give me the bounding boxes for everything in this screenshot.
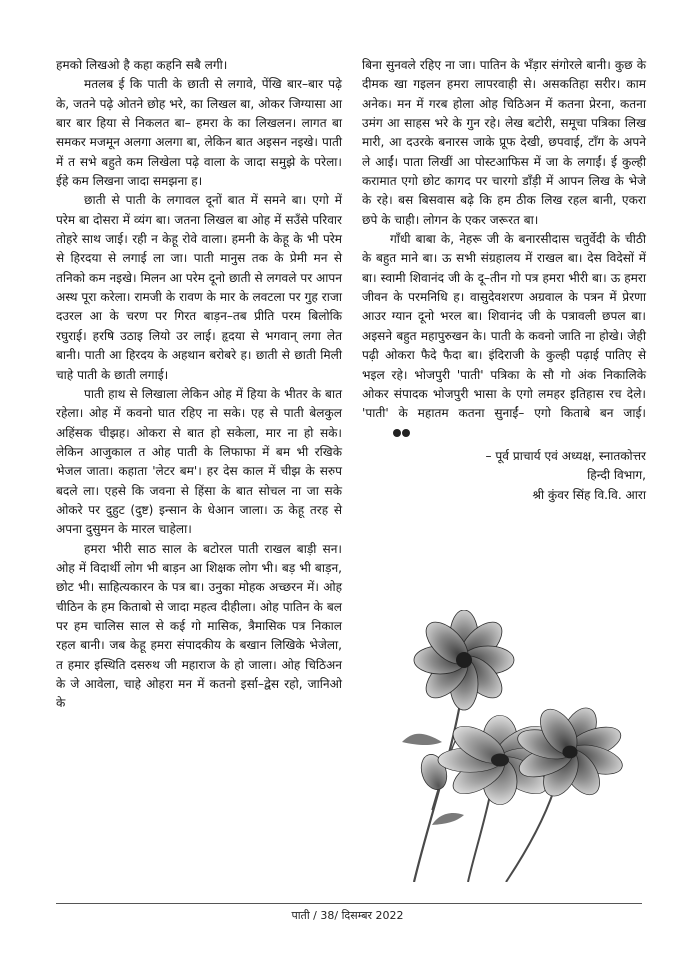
paragraph-3: छाती से पाती के लगावल दूनों बात में समने बा। एगो में परेम बा दोसरा में व्यंग बा। जतना लिखल बा ओह में सउँसे परिवार तोहरे साथ जाई। रही न केहू रोवे वाला। हमनी के केहू के भी परेम से हिरदया से लगाई ला जा। पाती मानुस तक के प्रेमी मन से तनिको कम नइखे। मिलन आ परेम दूनो छाती से लगवले पर आपन अस्थ पूरा करेला। रामजी के रावण के मार के लवटला पर गुह राजा दउरल आ के चरण पर गिरत बाड़न–तब प्रीति परम बिलोकि रघुराई। हरषि उठाइ लियो उर लाई। हृदया से भगवान् लगा लेत बानी। पाती आ हिरदय के अहथान बरोबरे ह। छाती से छाती मिली चाहे पाती के छाती लगाई।: [56, 193, 342, 382]
page-footer: पाती / 38/ दिसम्बर 2022: [291, 909, 404, 922]
signature-line-1: – पूर्व प्राचार्य एवं अध्यक्ष, स्नातकोत्तर: [485, 449, 646, 464]
paragraph-2: मतलब ई कि पाती के छाती से लगावे, पेंखि बार–बार पढ़े के, जतने पढ़े ओतने छोह भरे, का लिखल बा, ओकर जिग्यासा आ बार बार हिया से निकलत बा– हमरा के का लिखलन। लागत बा समकर मजमून अलगा अलगा बा, लेकिन बात अइसन नइखे। पाती में त सभे बहुते कम लिखेला पढ़े वाला के जादा समुझे के परेला। ईहे कम लिखना जादा समझना ह।: [56, 77, 342, 189]
left-column: [56, 56, 342, 714]
end-mark-icon: [365, 424, 411, 443]
signature-line-2: हिन्दी विभाग,: [587, 468, 646, 483]
paragraph-5: हमरा भीरी साठ साल के बटोरल पाती राखल बाड़ी सन। ओह में विदार्थी लोग भी बाड़न आ शिक्षक लोग भी। बड़ भी बाड़न, छोट भी। साहित्यकारन के पत्र बा। उनुका मोहक अच्छरन में। ओह चीठिन के हम किताबो से जादा महत्व दीहीला। ओह पातिन के बल पर हम चालिस साल से कई गो मासिक, त्रैमासिक पत्र निकाल रहल बानी। जब केहू हमरा संपादकीय के बखान लिखिके भेजेला, त हमार इस्थिति दसरुथ जी महाराज के हो जाला। ओह चिठिअन के जे आवेला, चाहे ओहरा मन में कतनो इर्सा–द्वेस रहो, जानिओ के: [56, 541, 342, 711]
right-column: [362, 56, 646, 505]
paragraph-7: [362, 230, 646, 443]
paragraph-4: पाती हाथ से लिखाला लेकिन ओह में हिया के भीतर के बात रहेला। ओह में कवनो घात रहिए ना सके। एह से पाती बेलकुल अहिंसक चीझह। ओकरा से बात हो सकेला, मार ना हो सके। लेकिन आजुकाल त ओह पाती के लिफाफा में बम भी रखिके भेजल जाता। कहाता 'लेटर बम'। हर देस काल में चीझ के सरुप बदले ला। एहसे कि जवना से हिंसा के बात सोचल ना जा सके ओकरे पर दुहुट (दुष्ट) इन्सान के धेआन जाला। ऊ केहू तरह से अपना दुसुमन के मारल चाहेला।: [56, 386, 342, 537]
paragraph-6: बिना सुनवले रहिए ना जा। पातिन के भँड़ार संगोरले बानी। कुछ के दीमक खा गइलन हमरा लापरवाही से। असकतिहा सरीर। काम अनेक। मन में गरब होला ओह चिठिअन में कतना प्रेरना, कतना उमंग आ साहस भरे के गुन रहे। लेख बटोरी, समूचा पत्रिका लिख मारी, आ दउरके बनारस जाके प्रूफ देखी, छपवाई, टाँग के अपने ले आईं। पाता लिखीं आ पोस्टआफिस में जा के लगाईं। ई कुल्ही करामात एगो छोट कागद पर चारगो डाँड़ी में आपन लिख के भेजे के रहे। बस बिसवास बढ़े कि हम ठीक लिख रहल बानी, एकरा छपे के चाही। लोगन के एकर जरूरत बा।: [362, 58, 646, 227]
flower-illustration: [372, 610, 642, 882]
paragraph-7-text: गाँधी बाबा के, नेहरू जी के बनारसीदास चतुर्वेदी के चीठी के बहुत माने बा। ऊ सभी संग्रहालय में राखल बा। देस विदेसों में बा। स्वामी शिवानंद जी के दू–तीन गो पत्र हमरा भीरी बा। ऊ हमरा जीवन के परमनिधि ह। वासुदेवशरण अग्रवाल के पत्रन में प्रेरणा आउर ग्यान दूनो भरल बा। शिवानंद जी के पत्रावली छपल बा। अइसने बहुत महापुरुखन के। पाती के कवनो जाति ना होखे। जेही पढ़ी ओकरा फैदे फैदा बा। इंदिराजी के कुल्ही पढ़ाई पातिए से भइल रहे। भोजपुरी 'पाती' पत्रिका के सौ गो अंक निकालिके ओकर संपादक भोजपुरी भासा के एगो लमहर इतिहास रच देले। 'पाती' के महातम कतना सुनाईं– एगो किताबे बन जाई।: [362, 232, 646, 421]
signature-line-3: श्री कुंवर सिंह वि.वि. आरा: [532, 487, 646, 502]
footer-rule: [56, 903, 642, 904]
paragraph-1: हमको लिखओ है कहा कहनि सबै लगी।: [56, 58, 228, 72]
